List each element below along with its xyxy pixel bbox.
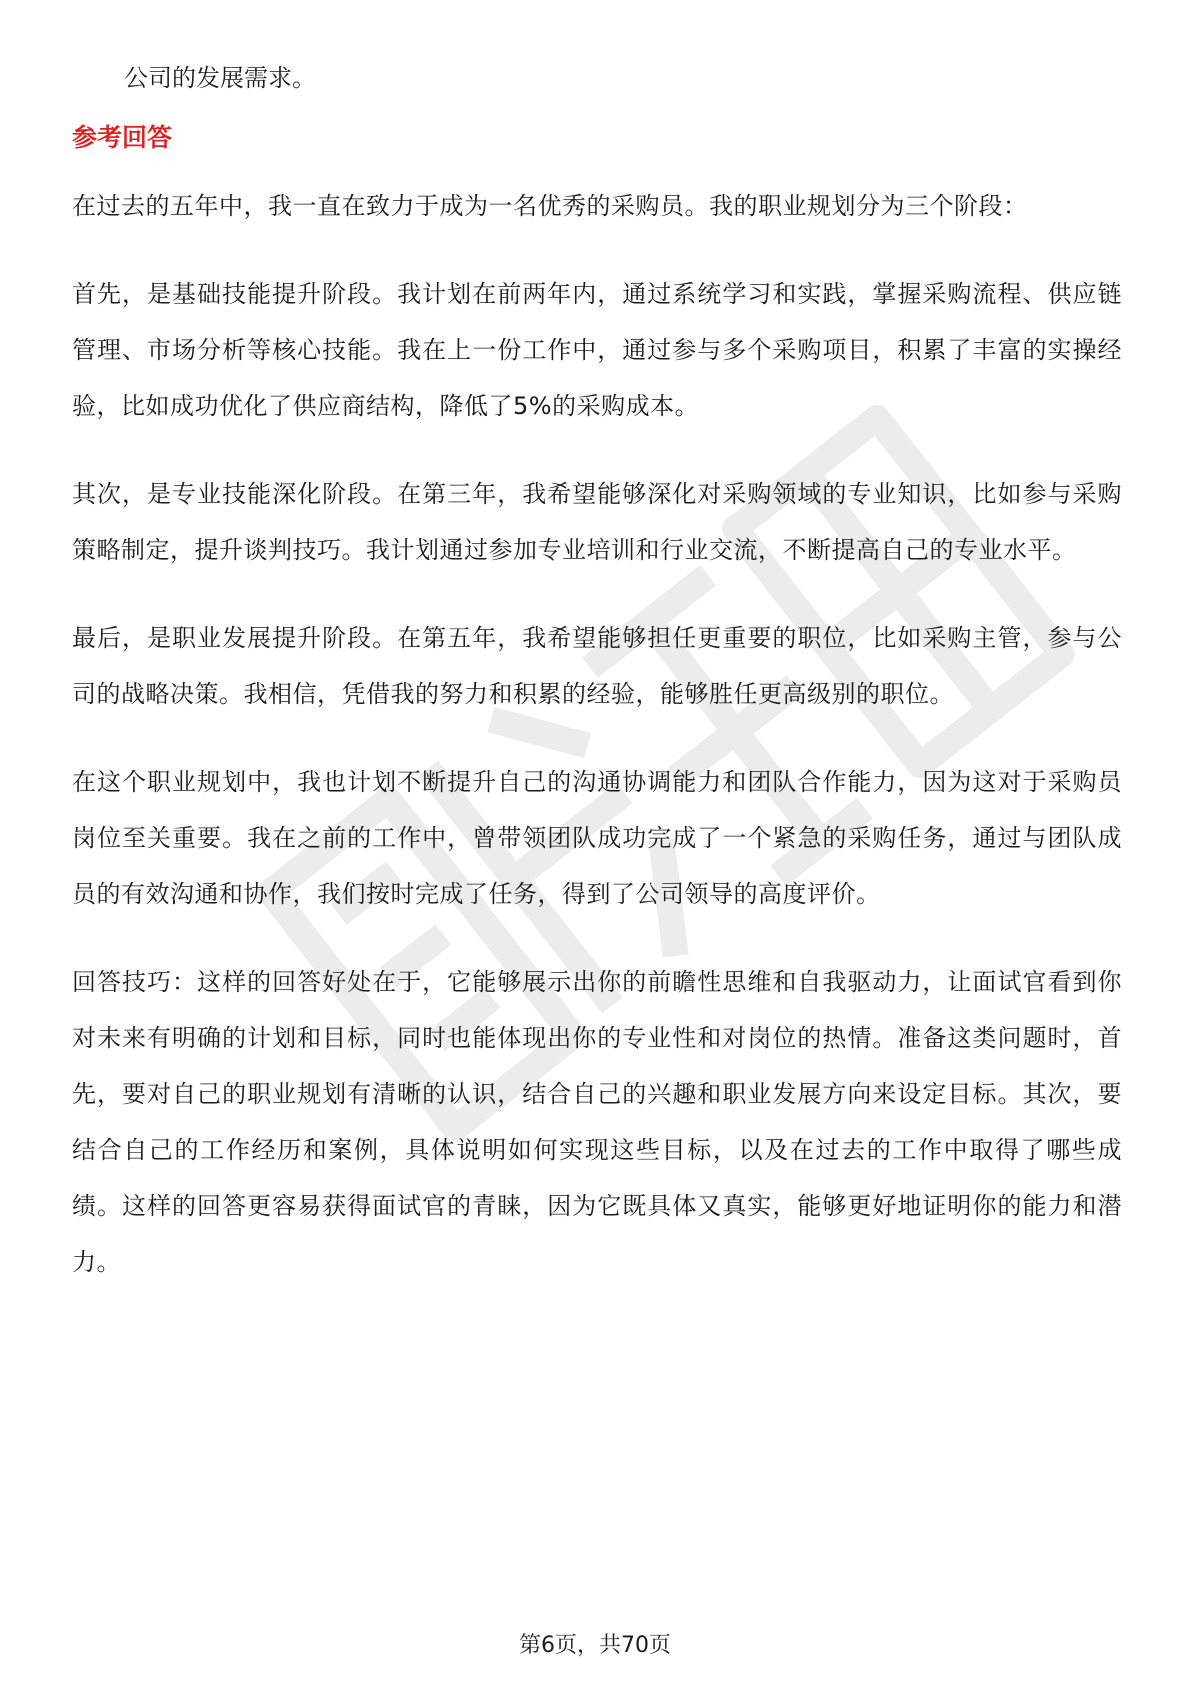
paragraph-answer-tips: 回答技巧：这样的回答好处在于，它能够展示出你的前瞻性思维和自我驱动力，让面试官看到你对未来有明确的计划和目标，同时也能体现出你的专业性和对岗位的热情。准备这类问题时，首先，要对自己的职业规划有清晰的认识，结合自己的兴趣和职业发展方向来设定目标。其次，要结合自己的工作经历和案例，具体说明如何实现这些目标，以及在过去的工作中取得了哪些成绩。这样的回答更容易获得面试官的青睐，因为它既具体又真实，能够更好地证明你的能力和潜力。 <box>72 968 1122 1276</box>
page-number: 第6页，共70页 <box>519 1633 671 1658</box>
section-heading: 参考回答 <box>72 123 173 152</box>
paragraph-intro: 在过去的五年中，我一直在致力于成为一名优秀的采购员。我的职业规划分为三个阶段： <box>72 192 1028 220</box>
paragraph-stage-one: 首先，是基础技能提升阶段。我计划在前两年内，通过系统学习和实践，掌握采购流程、供应链管理、市场分析等核心技能。我在上一份工作中，通过参与多个采购项目，积累了丰富的实操经验，比如成功优化了供应商结构，降低了5%的采购成本。 <box>72 280 1122 420</box>
paragraph-stage-three: 最后，是职业发展提升阶段。在第五年，我希望能够担任更重要的职位，比如采购主管，参与公司的战略决策。我相信，凭借我的努力和积累的经验，能够胜任更高级别的职位。 <box>72 624 1122 708</box>
paragraph-communication: 在这个职业规划中，我也计划不断提升自己的沟通协调能力和团队合作能力，因为这对于采购员岗位至关重要。我在之前的工作中，曾带领团队成功完成了一个紧急的采购任务，通过与团队成员的有效沟通和协作，我们按时完成了任务，得到了公司领导的高度评价。 <box>72 768 1122 908</box>
paragraph-stage-two: 其次，是专业技能深化阶段。在第三年，我希望能够深化对采购领域的专业知识，比如参与采购策略制定，提升谈判技巧。我计划通过参加专业培训和行业交流，不断提高自己的专业水平。 <box>72 480 1122 564</box>
continuation-text: 公司的发展需求。 <box>124 64 316 92</box>
document-body <box>72 50 1122 1322</box>
